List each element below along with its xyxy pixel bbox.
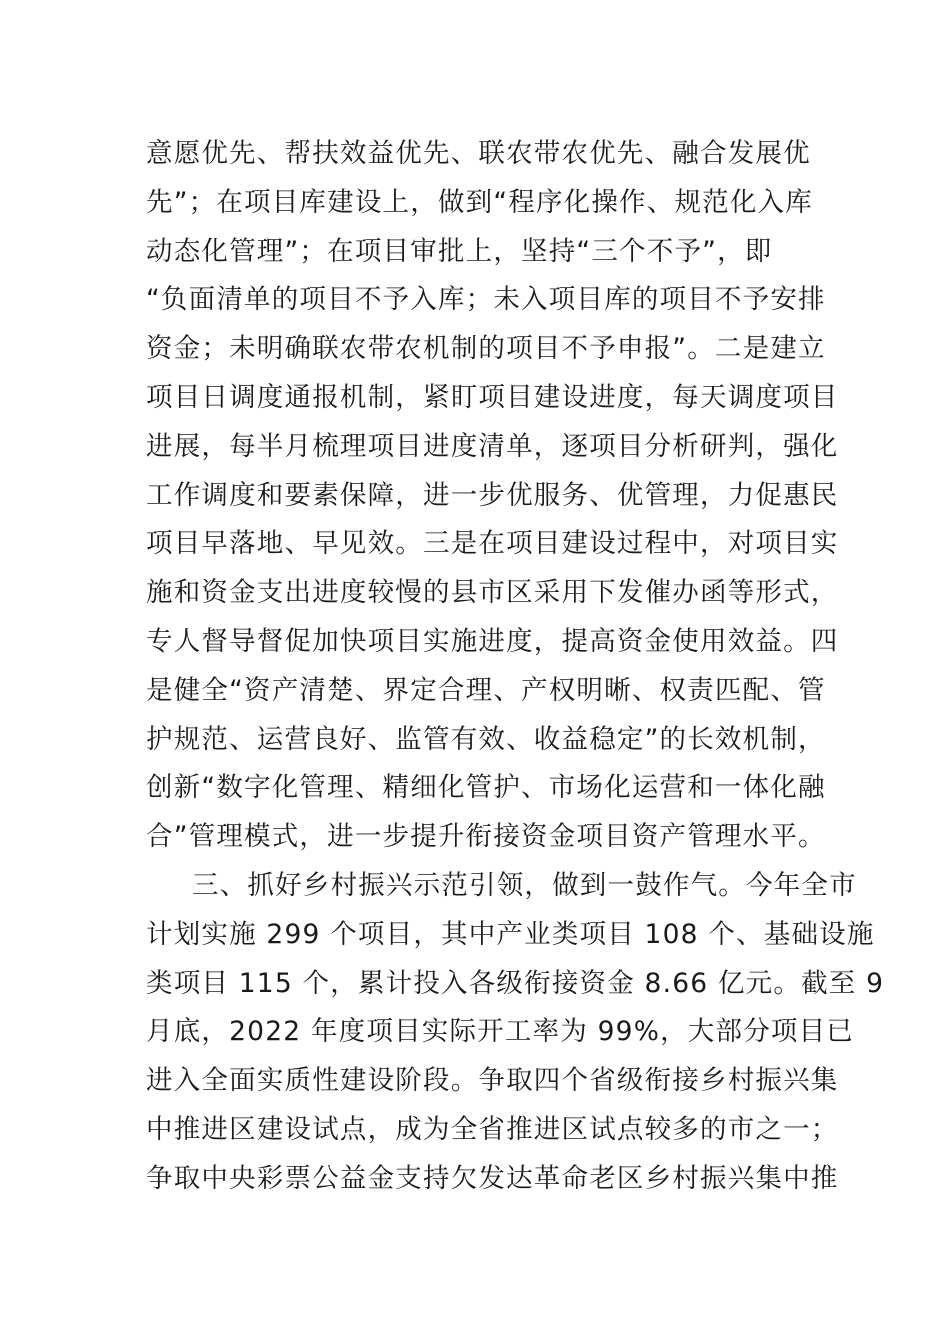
text-line: 资金；未明确联农带农机制的项目不予申报”。二是建立: [146, 333, 826, 365]
text-line: 争取中央彩票公益金支持欠发达革命老区乡村振兴集中推: [146, 1162, 839, 1194]
text-line: “负面清单的项目不予入库；未入项目库的项目不予安排: [146, 284, 826, 316]
text-line: 意愿优先、帮扶效益优先、联农带农优先、融合发展优: [146, 138, 811, 169]
text-line: 月底，2022 年度项目实际开工率为 99%，大部分项目已: [146, 1016, 854, 1048]
text-line: 先”；在项目库建设上，做到“程序化操作、规范化入库: [146, 186, 813, 218]
text-line: 施和资金支出进度较慢的县市区采用下发催办函等形式，: [146, 577, 839, 609]
text-line: 专人督导督促加快项目实施进度，提高资金使用效益。四: [146, 625, 839, 657]
text-line: 类项目 115 个，累计投入各级衔接资金 8.66 亿元。截至 9: [146, 967, 885, 999]
text-line: 动态化管理”；在项目审批上，坚持“三个不予”，即: [146, 235, 773, 267]
text-line: 护规范、运营良好、监管有效、收益稳定”的长效机制，: [146, 723, 826, 755]
text-line: 进展，每半月梳理项目进度清单，逐项目分析研判，强化: [146, 430, 839, 462]
text-line: 项目早落地、早见效。三是在项目建设过程中，对项目实: [146, 528, 839, 560]
body-text: [146, 130, 885, 1204]
text-line: 进入全面实质性建设阶段。争取四个省级衔接乡村振兴集: [146, 1065, 839, 1097]
text-line: 合”管理模式，进一步提升衔接资金项目资产管理水平。: [146, 821, 826, 853]
text-line: 中推进区建设试点，成为全省推进区试点较多的市之一；: [146, 1113, 839, 1145]
text-line: 创新“数字化管理、精细化管护、市场化运营和一体化融: [146, 772, 826, 804]
text-line: 项目日调度通报机制，紧盯项目建设进度，每天调度项目: [146, 381, 839, 413]
section-heading-line: 三、抓好乡村振兴示范引领，做到一鼓作气。今年全市: [192, 869, 857, 901]
text-line: 计划实施 299 个项目，其中产业类项目 108 个、基础设施: [146, 918, 875, 950]
text-line: 是健全“资产清楚、界定合理、产权明晰、权责匹配、管: [146, 674, 826, 706]
text-line: 工作调度和要素保障，进一步优服务、优管理，力促惠民: [146, 479, 839, 511]
